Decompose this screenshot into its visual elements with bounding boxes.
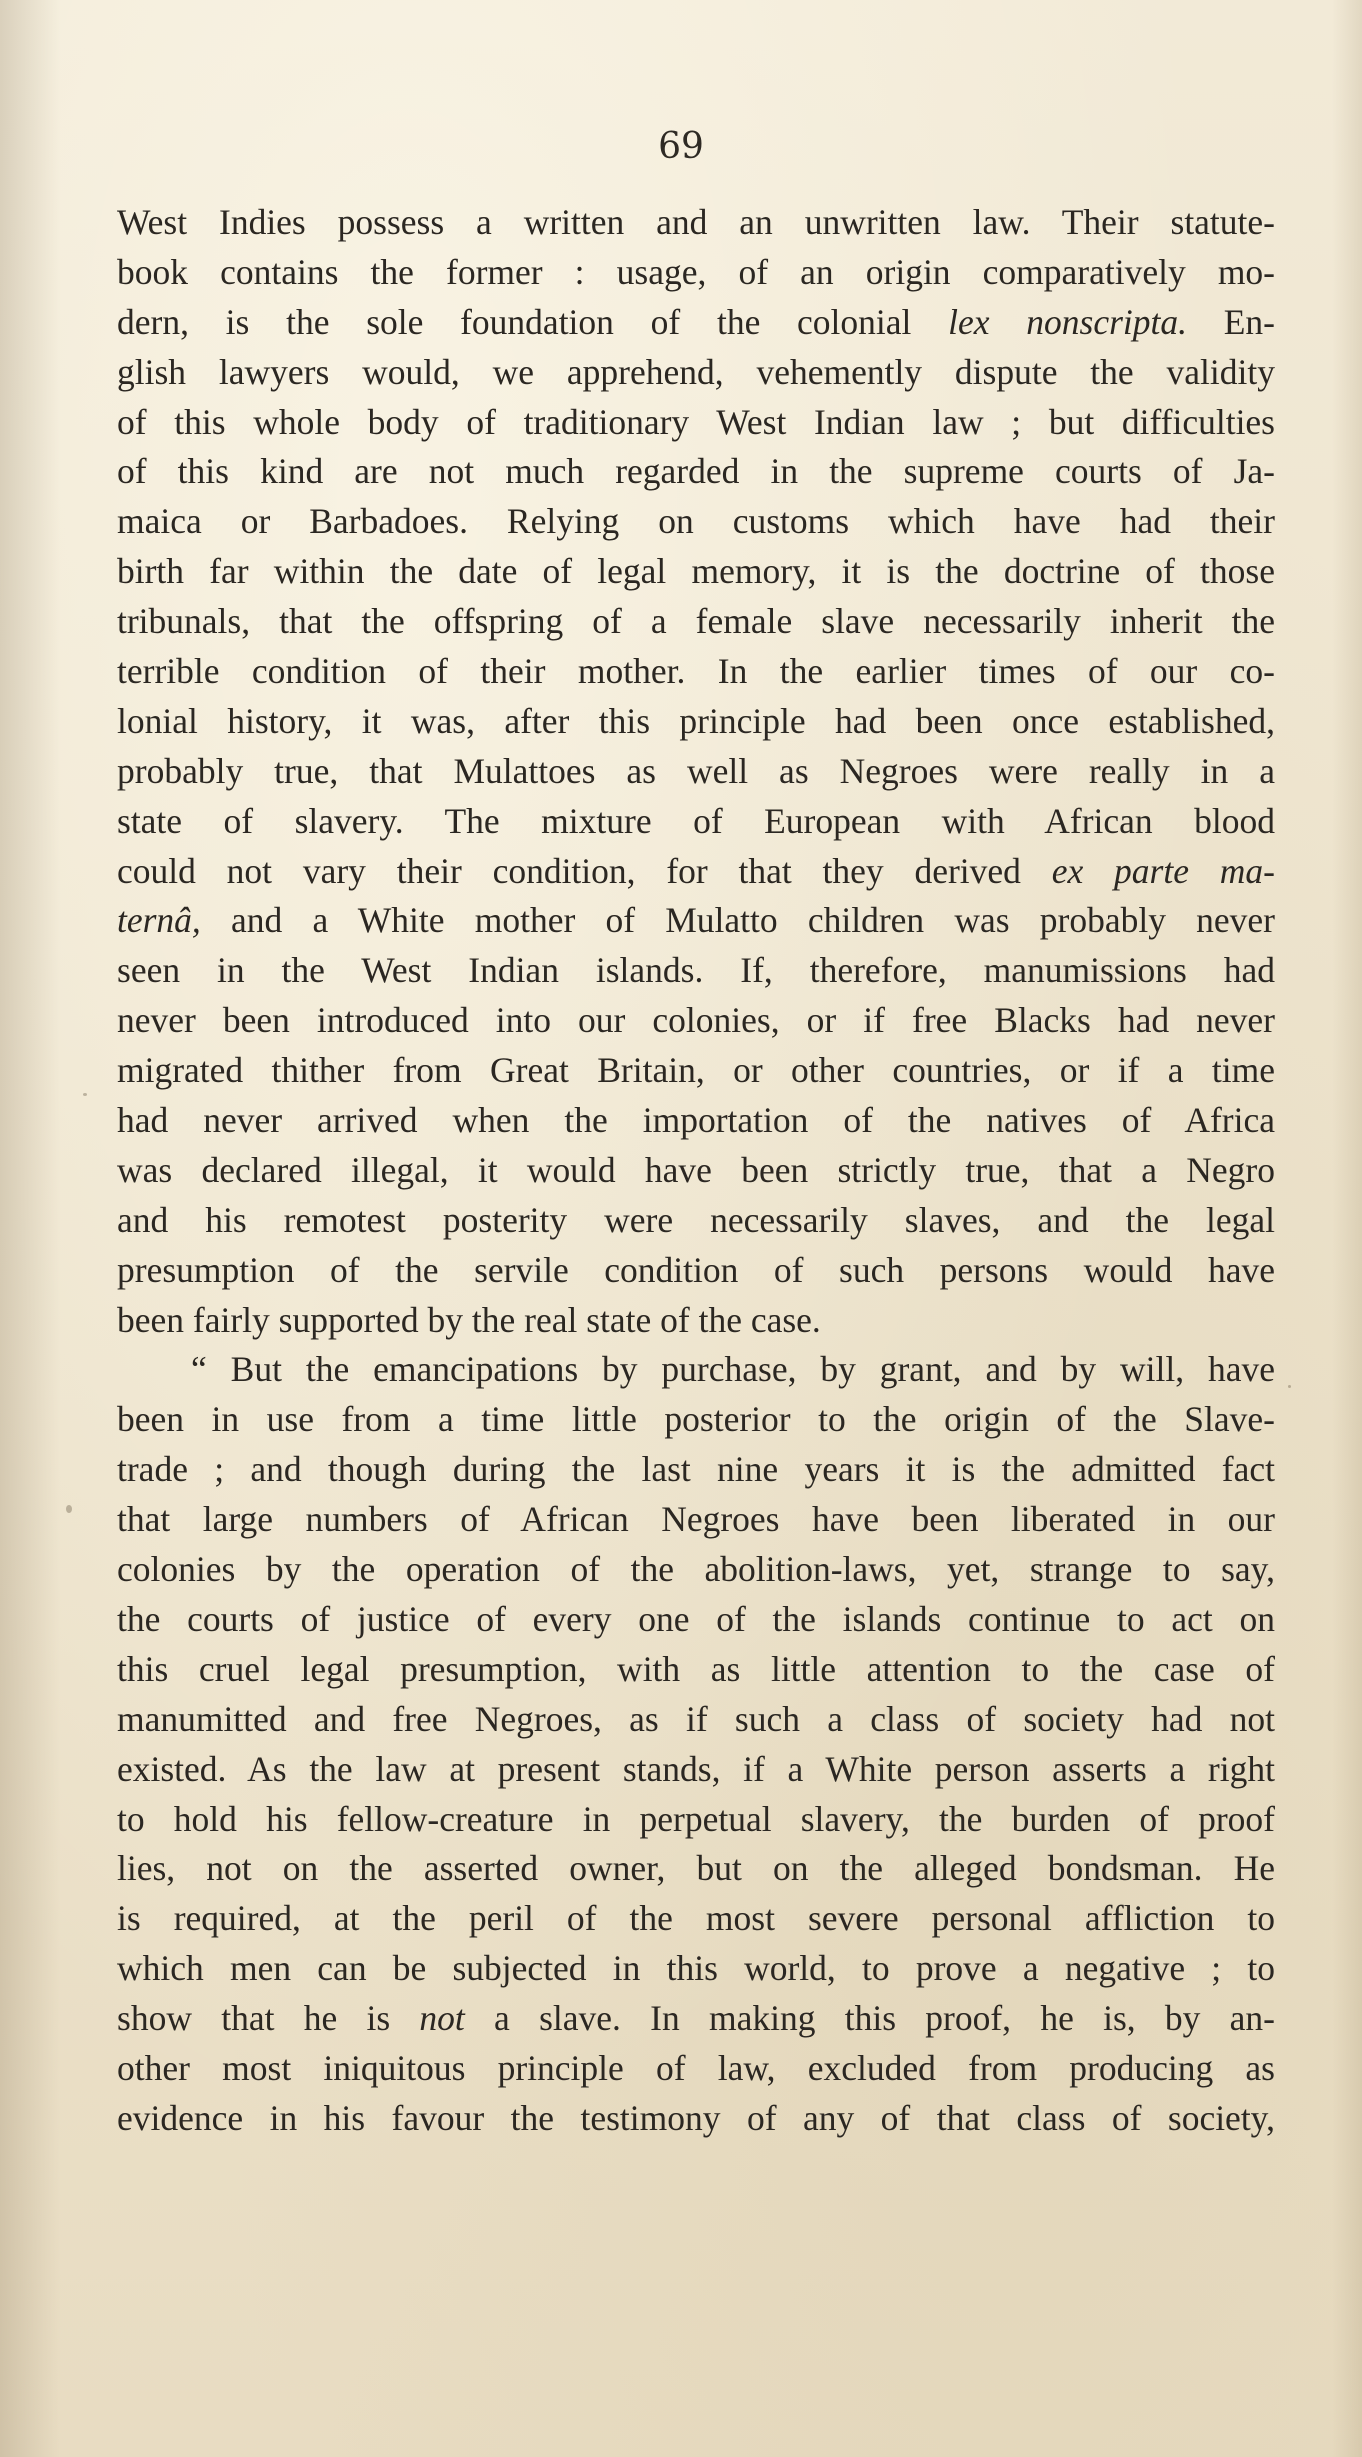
text-run: “ But the emancipations by purchase, by grant, and by will, have: [191, 1349, 1275, 1390]
page-edge-shadow: [1332, 0, 1362, 2457]
text-line: [117, 1046, 1275, 1096]
text-run: colonies by the operation of the abolition-laws, yet, strange to say,: [117, 1549, 1275, 1590]
italic-text: ternâ,: [117, 900, 201, 941]
text-run: birth far within the date of legal memory, it is the doctrine of those: [117, 551, 1275, 592]
text-run: other most iniquitous principle of law, excluded from producing as: [117, 2047, 1275, 2088]
text-line: [117, 198, 1275, 248]
text-line: [117, 847, 1275, 897]
text-line: [117, 447, 1275, 497]
text-line: [117, 2094, 1275, 2144]
text-line: [117, 1196, 1275, 1246]
text-run: never been introduced into our colonies, or if free Blacks had never: [117, 1000, 1275, 1041]
text-line: [117, 946, 1275, 996]
text-line: [117, 348, 1275, 398]
text-line: [117, 647, 1275, 697]
text-run: maica or Barbadoes. Relying on customs which have had their: [117, 501, 1275, 542]
text-line: [117, 597, 1275, 647]
paper-speck: [1288, 1385, 1291, 1388]
text-run: glish lawyers would, we apprehend, vehemently dispute the validity: [117, 351, 1275, 392]
text-run: seen in the West Indian islands. If, therefore, manumissions had: [117, 950, 1275, 991]
text-line: [117, 1745, 1275, 1795]
text-run: West Indies possess a written and an unwritten law. Their statute-: [117, 202, 1275, 242]
text-line: [117, 547, 1275, 597]
italic-text: ex parte ma-: [1051, 850, 1275, 891]
text-run: evidence in his favour the testimony of any of that class of society,: [117, 2097, 1275, 2138]
text-line: [117, 1894, 1275, 1944]
text-run: presumption of the servile condition of such persons would have: [117, 1249, 1275, 1290]
text-run: show that he is: [117, 1998, 420, 2039]
paper-speck: [66, 1505, 72, 1513]
italic-text: lex nonscripta.: [948, 301, 1187, 342]
text-run: existed. As the law at present stands, if a White person asserts a right: [117, 1748, 1275, 1789]
text-run: a slave. In making this proof, he is, by an-: [464, 1998, 1275, 2039]
text-line: [117, 1146, 1275, 1196]
text-line: [117, 1246, 1275, 1296]
text-run: trade ; and though during the last nine years it is the admitted fact: [117, 1449, 1275, 1490]
text-run: been in use from a time little posterior to the origin of the Slave-: [117, 1399, 1275, 1440]
text-line: [117, 1345, 1275, 1395]
text-line: [117, 2044, 1275, 2094]
text-run: the courts of justice of every one of the islands continue to act on: [117, 1598, 1275, 1639]
text-run: and his remotest posterity were necessarily slaves, and the legal: [117, 1199, 1275, 1240]
spine-shadow: [0, 0, 60, 2457]
text-line: [117, 398, 1275, 448]
text-line: [117, 248, 1275, 298]
text-run: dern, is the sole foundation of the colonial: [117, 301, 949, 342]
text-line: [117, 1545, 1275, 1595]
text-run: lies, not on the asserted owner, but on the alleged bondsman. He: [117, 1848, 1275, 1889]
text-run: had never arrived when the importation of the natives of Africa: [117, 1100, 1275, 1141]
text-line: [117, 797, 1275, 847]
text-run: is required, at the peril of the most severe personal affliction to: [117, 1898, 1275, 1939]
paper-speck: [83, 1093, 87, 1096]
text-line: [117, 1445, 1275, 1495]
text-line: [117, 1096, 1275, 1146]
text-line: [117, 996, 1275, 1046]
text-run: which men can be subjected in this world, to prove a negative ; to: [117, 1948, 1275, 1989]
text-run: probably true, that Mulattoes as well as Negroes were really in a: [117, 750, 1275, 791]
text-run: tribunals, that the offspring of a female slave necessarily inherit the: [117, 601, 1275, 642]
page-number: 69: [658, 126, 704, 167]
text-line: [117, 298, 1275, 348]
text-line: [117, 896, 1275, 946]
italic-text: not: [419, 1998, 465, 2039]
text-run: to hold his fellow-creature in perpetual slavery, the burden of proof: [117, 1798, 1275, 1839]
text-line: [117, 1645, 1275, 1695]
text-line: [117, 1844, 1275, 1894]
text-run: could not vary their condition, for that they derived: [117, 850, 1052, 891]
text-line: [117, 1495, 1275, 1545]
text-run: migrated thither from Great Britain, or other countries, or if a time: [117, 1050, 1275, 1091]
text-run: and a White mother of Mulatto children was probably never: [200, 900, 1275, 941]
text-run: been fairly supported by the real state of the case.: [117, 1299, 821, 1340]
text-line: [117, 697, 1275, 747]
text-run: En-: [1187, 301, 1275, 342]
text-run: that large numbers of African Negroes have been liberated in our: [117, 1499, 1275, 1540]
text-run: terrible condition of their mother. In the earlier times of our co-: [117, 651, 1275, 692]
text-run: book contains the former : usage, of an origin comparatively mo-: [117, 251, 1275, 292]
text-line: [117, 497, 1275, 547]
text-run: this cruel legal presumption, with as little attention to the case of: [117, 1648, 1275, 1689]
text-line: [117, 1795, 1275, 1845]
text-line: [117, 747, 1275, 797]
text-line: [117, 1695, 1275, 1745]
text-run: manumitted and free Negroes, as if such a class of society had not: [117, 1698, 1275, 1739]
text-line: [117, 1994, 1275, 2044]
text-line: [117, 1296, 1275, 1346]
text-line: [117, 1595, 1275, 1645]
body-text: [117, 198, 1275, 2144]
text-run: of this whole body of traditionary West Indian law ; but difficulties: [117, 401, 1275, 442]
text-line: [117, 1395, 1275, 1445]
text-line: [117, 1944, 1275, 1994]
text-run: was declared illegal, it would have been strictly true, that a Negro: [117, 1149, 1275, 1190]
text-run: state of slavery. The mixture of European with African blood: [117, 800, 1275, 841]
text-run: of this kind are not much regarded in the supreme courts of Ja-: [117, 451, 1275, 492]
text-run: lonial history, it was, after this principle had been once established,: [117, 700, 1275, 741]
